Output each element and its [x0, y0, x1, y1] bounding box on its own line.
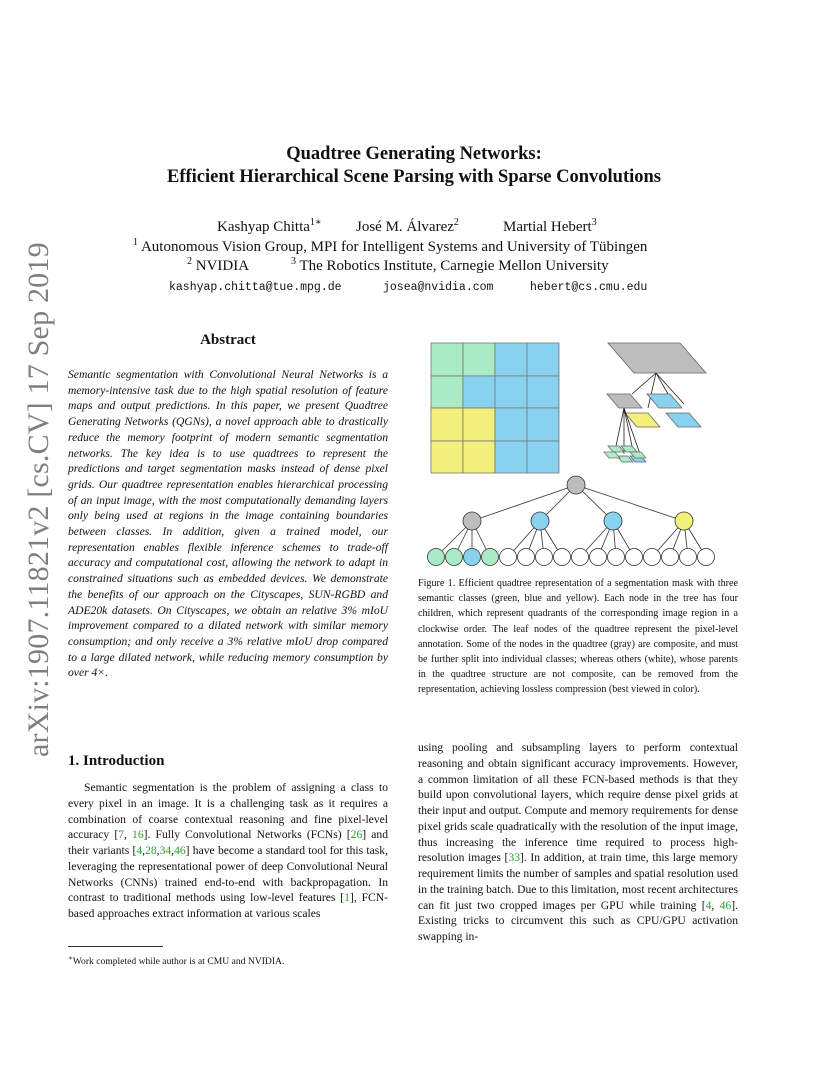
figure-caption: Figure 1. Efficient quadtree representation of a segmentation mask with three semantic classes (green, blue and yellow). Each node in the tree has four children, which represent quadrants of the corresponding image region in a clockwise order. The leaf nodes of the quadtree represent the pixel-level annotation. Some of the nodes in the quadtree (gray) are composite, and must be further split into individual classes; whereas others (white), whose parents in the quadtree structure are not composite, can be removed from the representation, achieving lossless compression (best viewed in color).	[418, 578, 738, 696]
footnote-rule	[68, 946, 163, 947]
email-alvarez[interactable]: josea@nvidia.com	[383, 281, 494, 294]
citation-link[interactable]: 7	[118, 828, 124, 842]
section-heading-introduction: 1. Introduction	[68, 753, 165, 769]
quadtree-tree	[428, 476, 715, 566]
citation-link[interactable]: 16	[132, 828, 144, 842]
citation-link[interactable]: 4	[705, 898, 712, 912]
paper-title-line-2: Efficient Hierarchical Scene Parsing with Sparse Convolutions	[167, 167, 661, 187]
citation-link[interactable]: 4	[136, 844, 143, 857]
citation-link[interactable]: 33	[508, 851, 520, 865]
paper-title-line-1: Quadtree Generating Networks:	[286, 144, 542, 164]
citation-link[interactable]: 46	[174, 844, 186, 857]
email-chitta[interactable]: kashyap.chitta@tue.mpg.de	[169, 281, 342, 294]
intro-right-paragraph: using pooling and subsampling layers to perform contextual reasoning and obtain significant accuracy improvements. However, a common limitation of all these FCN-based methods is that they build upon convolutional layers, which require dense pixel grids at their input and output. Compute and memory requirements for dense pixel grids scale quadratically with the resolution of the input image, thus increasing the inference time required to process high-resolution images [33]. In addition, at train time, this large memory requirement limits the number of samples and spatial resolution used in the training batch. Due to this limitation, most recent architectures can fit just two cropped images per GPU while training [4, 46]. Existing tricks to circumvent this such as CPU/GPU activation swapping in-	[418, 741, 739, 943]
citation-link[interactable]: 46	[719, 898, 732, 912]
email-hebert[interactable]: hebert@cs.cmu.edu	[530, 281, 648, 294]
footnote: ∗Work completed while author is at CMU and NVIDIA.	[68, 954, 285, 967]
affiliation-3: $^3$ The Robotics Institute, Carnegie Mellon University	[291, 256, 609, 274]
arxiv-side-stamp: arXiv:1907.11821v2 [cs.CV] 17 Sep 2019	[22, 242, 55, 757]
affiliation-2: $^2$ NVIDIA	[187, 256, 250, 274]
citation-link[interactable]: 28	[145, 844, 157, 857]
author-hebert: Martial Hebert$^3$	[503, 217, 597, 235]
intro-left-paragraph: Semantic segmentation is the problem of assigning a class to every pixel in an image. It is a challenging task as it requires a combination of coarse contextual reasoning and fine pixel-level accuracy [7, 16]. Fully Convolutional Networks (FCNs) [26] and their variants [4,28,34,46] have become a standard tool for this task, leveraging the representational power of deep Convolutional Neural Networks (CNNs) trained end-to-end with backpropagation. In contrast to traditional methods using low-level features [1], FCN-based approaches extract information at various scales	[68, 781, 388, 920]
affiliation-1: $^1$ Autonomous Vision Group, MPI for Intelligent Systems and University of Tübingen	[133, 237, 648, 255]
author-chitta: Kashyap Chitta$^{1∗}$	[217, 217, 322, 235]
citation-link[interactable]: 1	[344, 891, 350, 905]
author-alvarez: José M. Álvarez$^2$	[356, 217, 459, 235]
segmentation-grid	[431, 343, 559, 473]
figure-quadtree	[418, 338, 748, 570]
citation-link[interactable]: 34	[159, 844, 172, 857]
abstract-heading: Abstract	[200, 332, 256, 348]
citation-link[interactable]: 26	[350, 828, 363, 842]
abstract-text: Semantic segmentation with Convolutional Neural Networks is a memory-intensive task due to the high spatial resolution of feature maps and output predictions. In this paper, we present Quadtree Generating Networks (QGNs), a novel approach able to drastically reduce the memory footprint of modern semantic segmentation networks. The key idea is to use quadtrees to represent the predictions and target segmentation masks instead of dense pixel grids. Our quadtree representation enables hierarchical processing of an input image, with the most computationally demanding layers only being used at regions in the image containing boundaries between classes. In addition, given a trained model, our representation enables flexible inference schemes to trade-off accuracy and computational cost, allowing the network to adapt in constrained situations such as embedded devices. We demonstrate the benefits of our approach on the Cityscapes, SUN-RGBD and ADE20k datasets. On Cityscapes, we obtain an relative 3% mIoU improvement compared to a dilated network with similar memory consumption; and only receive a 3% relative mIoU drop compared to a large dilated network, while reducing memory consumption by over 4×.	[68, 368, 388, 680]
quadtree-planes	[604, 343, 706, 462]
